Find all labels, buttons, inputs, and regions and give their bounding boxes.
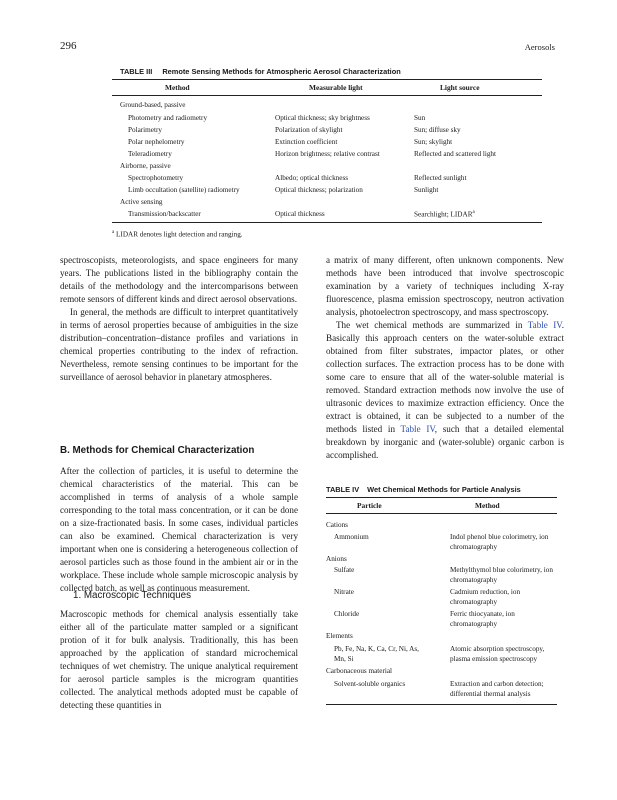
table4-cell-method: Indol phenol blue colorimetry, ion chromatography xyxy=(450,533,549,551)
table4-cell-particle: Sulfate xyxy=(334,566,355,574)
paragraph xyxy=(326,319,564,462)
table4-cell-particle: Ammonium xyxy=(334,533,369,541)
table3-cell-light: Extinction coefficient xyxy=(275,138,338,146)
table3-cell-method: Polarimetry xyxy=(128,126,162,134)
paragraph: a matrix of many different, often unknown components. New methods have been introduced that involve spectroscopic examination by a variety of techniques including X-ray fluorescence, plasma emission spectroscopy, neutron activation analysis, photoelectron spectroscopy, and mass spectroscopy. xyxy=(326,255,564,317)
table3-footnote-text: LIDAR denotes light detection and ranging. xyxy=(116,230,243,239)
table4-cell-method: Methylthymol blue colorimetry, ion chromatography xyxy=(450,566,553,584)
running-title: Aerosols xyxy=(524,42,555,52)
table3-cell-light: Horizon brightness; relative contrast xyxy=(275,150,380,158)
table3-cell-source: Reflected and scattered light xyxy=(414,150,497,158)
table4-group: Carbonaceous material xyxy=(326,667,393,675)
table4-cell-particle: Pb, Fe, Na, K, Ca, Cr, Ni, As, Mn, Si xyxy=(334,645,419,663)
table4-cell-method: Extraction and carbon detection; differential thermal analysis xyxy=(450,680,544,698)
table4-label: TABLE IV xyxy=(326,485,360,494)
subsection-heading: 1. Macroscopic Techniques xyxy=(73,590,191,601)
table3-cell-source-text: Searchlight; LIDAR xyxy=(414,210,473,219)
table3-cell-light: Polarization of skylight xyxy=(275,126,343,134)
paragraph: In general, the methods are difficult to interpret quantitatively in terms of aerosol properties because of ambiguities in the size distribution–concentration–distance profiles and variations in chemical properties contributing to the index of refraction. Nevertheless, remote sensing continues to be important for the surveillance of aerosol behavior in planetary atmospheres. xyxy=(60,307,298,382)
table4-group: Anions xyxy=(326,555,347,563)
table3-cell-source: Sun xyxy=(414,114,426,122)
table3-cell-light: Optical thickness; polarization xyxy=(275,186,363,194)
table4-header-rule xyxy=(326,513,557,514)
table3-cell-light: Optical thickness; sky brightness xyxy=(275,114,370,122)
paragraph: Macroscopic methods for chemical analysis essentially take either all of the particulate matter sampled or a significant protion of it for bulk analysis. Traditionally, this has been approached by the application of standard microchemical techniques of wet chemistry. The unique analytical requirement for aerosol particle samples is the microgram quantities collected. The analytical methods adopted must be capable of detecting these quantities in xyxy=(60,609,298,710)
left-column-bottom xyxy=(60,608,298,712)
table3-cell-source: Sun; diffuse sky xyxy=(414,126,461,134)
paragraph-text: The wet chemical methods are summarized in xyxy=(336,320,528,330)
table4-cell-particle: Chloride xyxy=(334,610,360,618)
table4-cell-method: Atomic absorption spectroscopy, plasma emission spectroscopy xyxy=(450,645,545,663)
table4-top-rule xyxy=(326,497,557,498)
table3-label: TABLE III xyxy=(120,67,153,76)
table3-group: Active sensing xyxy=(120,198,163,206)
table4-group: Elements xyxy=(326,632,353,640)
table3-caption xyxy=(120,67,401,76)
left-column-top xyxy=(60,254,298,384)
table3-footnote xyxy=(112,230,243,238)
table4-cell-method: Cadmium reduction, ion chromatography xyxy=(450,588,521,606)
table3-cell-source: Sun; skylight xyxy=(414,138,453,146)
paragraph-text: , such that a detailed elemental breakdown by inorganic and (water-soluble) organic carbon is accomplished. xyxy=(326,424,565,460)
paragraph-text: . Basically this approach centers on the water-soluble extract obtained from filter substrates, impactor plates, or other collection surfaces. The extraction process has to be done with some care to ensure that all of the water-soluble material is removed. Standard extraction methods now involve the use of ultrasonic devices to maximize extraction efficiency. Once the extract is obtained, it can be subjected to a number of the methods listed in xyxy=(326,320,564,434)
table4-col-particle: Particle xyxy=(357,501,382,510)
table3-col-source: Light source xyxy=(440,83,480,92)
table4-cell-particle: Solvent-soluble organics xyxy=(334,680,406,688)
table3-cell-source xyxy=(414,210,475,218)
table4-link[interactable]: Table IV xyxy=(527,320,562,330)
paragraph: After the collection of particles, it is useful to determine the chemical characteristics of the material. This can be accomplished in terms of analysis of a whole sample corresponding to the total mass concentration, or it can be done on a size-fractionated basis. In some cases, individual particles can also be examined. Chemical characterization is very important when one is considering a heterogeneous collection of aerosol particles such as those found in the ambient air or in the workplace. These include whole sample microscopic analysis by collected batch, as well as continuous measurement. xyxy=(60,466,298,593)
table4-title: Wet Chemical Methods for Particle Analysis xyxy=(367,485,521,494)
table3-cell-light: Optical thickness xyxy=(275,210,325,218)
table3-col-light: Measurable light xyxy=(309,83,363,92)
table4-bottom-rule xyxy=(326,704,557,705)
table3-cell-method: Photometry and radiometry xyxy=(128,114,208,122)
table3-cell-method: Spectrophotometry xyxy=(128,174,184,182)
table3-footnote-mark: a xyxy=(112,230,115,235)
table3-footnote-ref: a xyxy=(472,210,475,215)
section-heading: B. Methods for Chemical Characterization xyxy=(60,445,255,456)
table4-cell-method: Ferric thiocyanate, ion chromatography xyxy=(450,610,515,628)
table3-cell-method: Polar nephelometry xyxy=(128,138,185,146)
table4-group: Cations xyxy=(326,521,348,529)
left-column-middle xyxy=(60,465,298,595)
table4-caption xyxy=(326,485,521,494)
table3-header-rule xyxy=(112,95,542,96)
table3-top-rule xyxy=(112,79,542,80)
table3-cell-light: Albedo; optical thickness xyxy=(275,174,349,182)
table3-group: Airborne, passive xyxy=(120,162,171,170)
table3-bottom-rule xyxy=(112,222,542,223)
table4-cell-particle: Nitrate xyxy=(334,588,354,596)
table3-cell-source: Reflected sunlight xyxy=(414,174,467,182)
table4-link[interactable]: Table IV xyxy=(400,424,435,434)
table3-col-method: Method xyxy=(165,83,190,92)
table3-cell-method: Teleradiometry xyxy=(128,150,172,158)
table3-group: Ground-based, passive xyxy=(120,101,186,109)
right-column-top xyxy=(326,254,564,462)
table3-cell-method: Transmission/backscatter xyxy=(128,210,201,218)
paragraph: spectroscopists, meteorologists, and space engineers for many years. The publications listed in the bibliography contain the details of the methodology and the intercomparisons between remote sensors of different kinds and direct aerosol observations. xyxy=(60,255,298,304)
page-number: 296 xyxy=(60,40,77,52)
table3-title: Remote Sensing Methods for Atmospheric Aerosol Characterization xyxy=(162,67,401,76)
table4-col-method: Method xyxy=(475,501,500,510)
table3-cell-method: Limb occultation (satellite) radiometry xyxy=(128,186,240,194)
table3-cell-source: Sunlight xyxy=(414,186,439,194)
